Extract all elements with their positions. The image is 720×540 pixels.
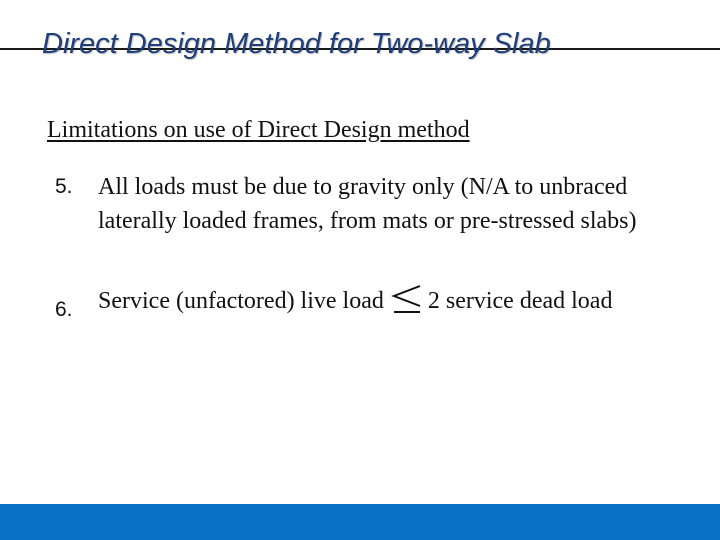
list-item-text bbox=[98, 284, 638, 318]
list-item-text: All loads must be due to gravity only (N/A to unbraced laterally loaded frames, from mats or pre-stressed slabs) bbox=[98, 174, 637, 234]
less-than-or-equal-icon bbox=[386, 284, 426, 314]
list-item-number: 5. bbox=[55, 175, 73, 198]
list-item-text-before: Service (unfactored) live load bbox=[98, 288, 384, 314]
footer-bar bbox=[0, 504, 720, 540]
slide-title: Direct Design Method for Two-way Slab bbox=[42, 28, 551, 60]
list-item-5 bbox=[55, 170, 655, 238]
list-item-6 bbox=[55, 284, 655, 327]
list-item-number: 6. bbox=[55, 298, 73, 321]
slide-subtitle: Limitations on use of Direct Design method bbox=[47, 117, 470, 143]
list-item-text-after: 2 service dead load bbox=[427, 288, 613, 314]
